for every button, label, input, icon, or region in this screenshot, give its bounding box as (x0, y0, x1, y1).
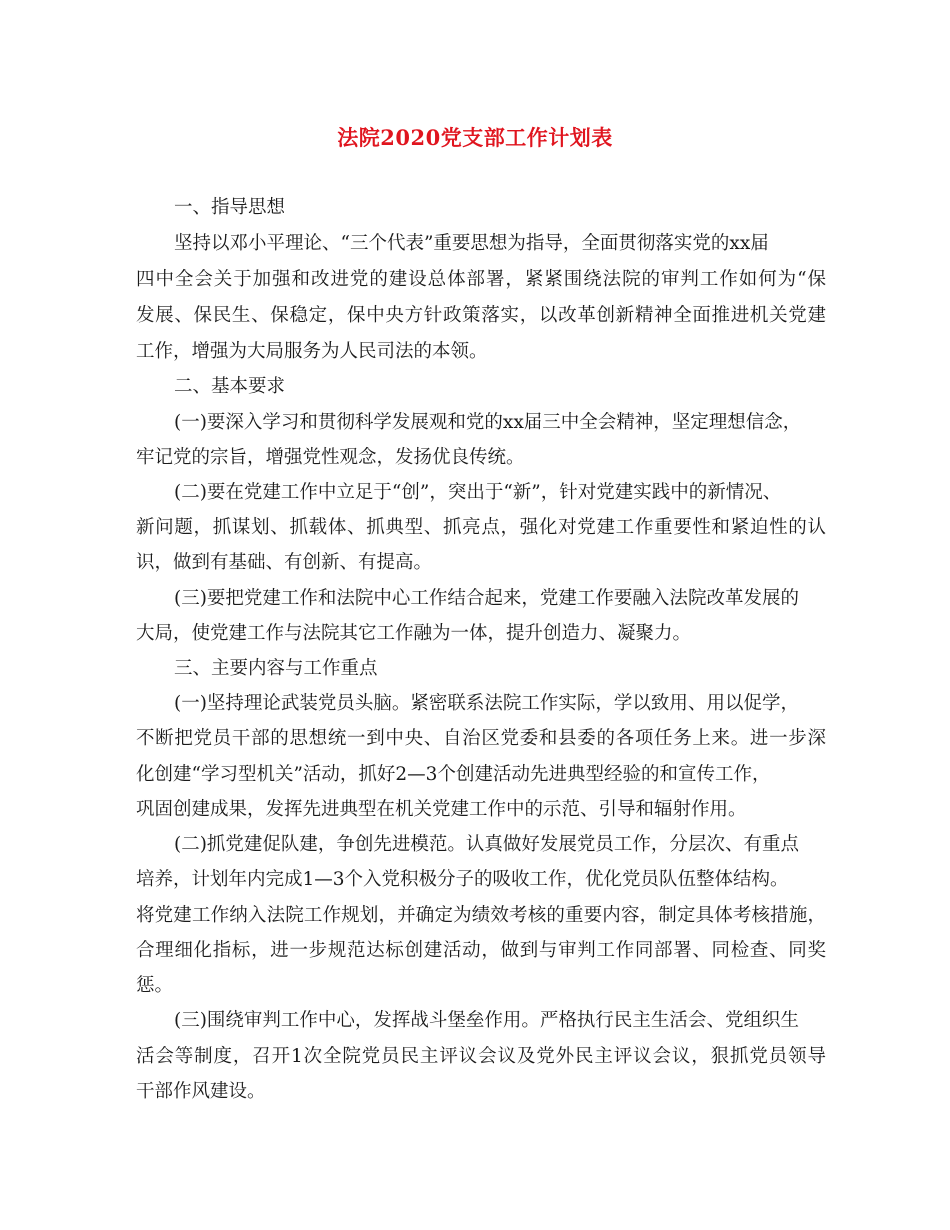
paragraph-line: 新问题，抓谋划、抓载体、抓典型、抓亮点，强化对党建工作重要性和紧迫性的认 (136, 517, 826, 538)
paragraph-line: 惩。 (136, 975, 174, 996)
paragraph-line: (一)坚持理论武装党员头脑。紧密联系法院工作实际，学以致用、用以促学， (174, 693, 799, 714)
paragraph-line: (二)抓党建促队建，争创先进模范。认真做好发展党员工作，分层次、有重点 (174, 834, 799, 855)
paragraph-line: 不断把党员干部的思想统一到中央、自治区党委和县委的各项任务上来。进一步深 (136, 728, 826, 749)
paragraph-line: (二)要在党建工作中立足于“创”，突出于“新”，针对党建实践中的新情况、 (174, 482, 782, 503)
section-heading: 一、指导思想 (174, 197, 286, 218)
paragraph-line: (一)要深入学习和贯彻科学发展观和党的xx届三中全会精神，坚定理想信念， (174, 412, 802, 433)
section-heading: 三、主要内容与工作重点 (174, 658, 378, 679)
paragraph-line: 识，做到有基础、有创新、有提高。 (136, 552, 433, 573)
paragraph-line: 发展、保民生、保稳定，保中央方针政策落实，以改革创新精神全面推进机关党建 (136, 305, 826, 326)
paragraph-line: 工作，增强为大局服务为人民司法的本领。 (136, 341, 488, 362)
paragraph-line: 干部作风建设。 (136, 1081, 266, 1102)
paragraph-line: 将党建工作纳入法院工作规划，并确定为绩效考核的重要内容，制定具体考核措施， (136, 905, 826, 926)
paragraph-line: 坚持以邓小平理论、“三个代表”重要思想为指导，全面贯彻落实党的xx届 (174, 233, 769, 254)
paragraph-line: (三)要把党建工作和法院中心工作结合起来，党建工作要融入法院改革发展的 (174, 588, 799, 609)
paragraph-line: 化创建“学习型机关”活动，抓好2—3个创建活动先进典型经验的和宣传工作， (136, 764, 771, 785)
paragraph-line: 牢记党的宗旨，增强党性观念，发扬优良传统。 (136, 447, 525, 468)
paragraph-line: (三)围绕审判工作中心，发挥战斗堡垒作用。严格执行民主生活会、党组织生 (174, 1010, 799, 1031)
section-heading: 二、基本要求 (174, 376, 286, 397)
paragraph-line: 活会等制度，召开1次全院党员民主评议会议及党外民主评议会议，狠抓党员领导 (136, 1046, 826, 1067)
paragraph-line: 巩固创建成果，发挥先进典型在机关党建工作中的示范、引导和辐射作用。 (136, 799, 747, 820)
paragraph-line: 培养，计划年内完成1—3个入党积极分子的吸收工作，优化党员队伍整体结构。 (136, 869, 789, 890)
paragraph-line: 合理细化指标，进一步规范达标创建活动，做到与审判工作同部署、同检查、同奖 (136, 940, 826, 961)
paragraph-line: 大局，使党建工作与法院其它工作融为一体，提升创造力、凝聚力。 (136, 623, 692, 644)
paragraph-line: 四中全会关于加强和改进党的建设总体部署，紧紧围绕法院的审判工作如何为“保 (136, 269, 826, 290)
document-title: 法院2020党支部工作计划表 (337, 125, 613, 150)
